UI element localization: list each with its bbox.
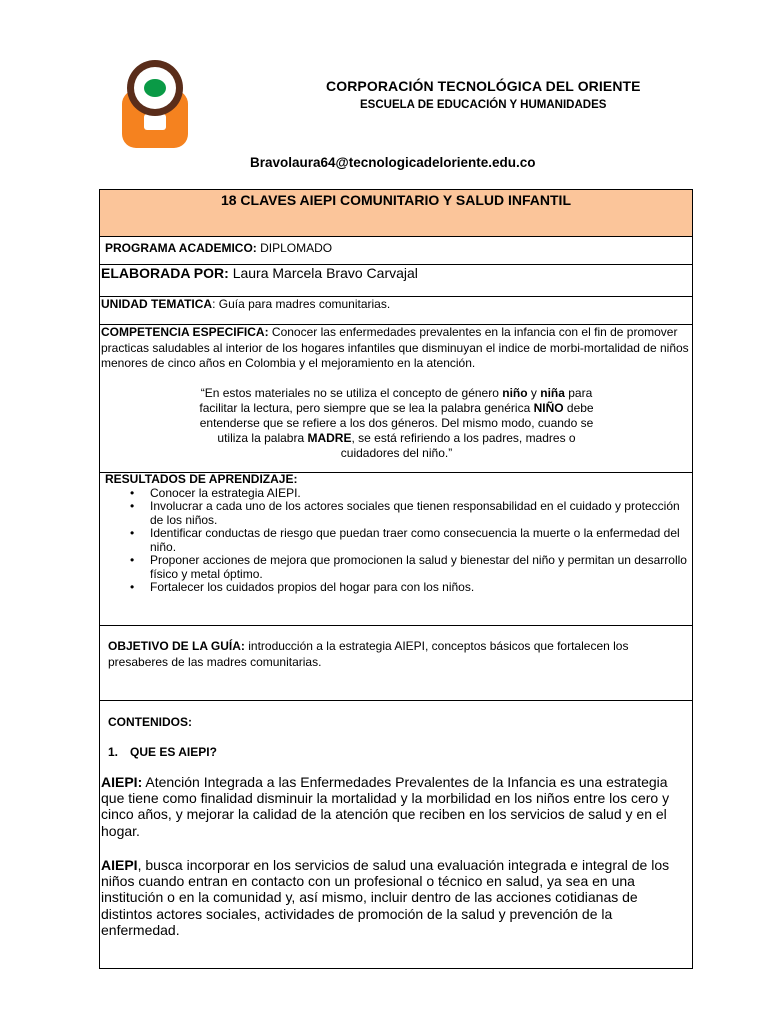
title-row [100, 190, 692, 236]
elaborada-row [100, 264, 692, 296]
institution-logo [116, 60, 194, 152]
list-item: • Involucrar a cada uno de los actores sociales que tienen responsabilidad en el cuidado y protección de los niños. [150, 500, 692, 527]
quote-bold: NIÑO [533, 400, 564, 415]
objetivo-value: introducción a la estrategia AIEPI, conceptos básicos que fortalecen los presaberes de las madres comunitarias. [108, 639, 629, 669]
paragraph-text: Atención Integrada a las Enfermedades Prevalentes de la Infancia es una estrategia que tiene como finalidad disminuir la mortalidad y la morbilidad en los niños entre los cero y cinco años, y mejorar la calidad de la atención que reciben en los servicios de salud y en el hogar. [101, 774, 670, 839]
paragraph-text: , busca incorporar en los servicios de salud una evaluación integrada e integral de los niños cuando entran en contacto con un profesional o técnico en salud, ya sea en una institución o en la comunidad y, así mismo, incluir dentro de las acciones cotidianas de distintos actores sociales, actividades de promoción de la salud y prevención de la enfermedad. [101, 857, 670, 938]
quote-text: debe entenderse que se refiere a los dos géneros. Del mismo modo, cuando se utiliza la palabra [199, 400, 594, 445]
resultados-row [100, 472, 692, 625]
unidad-value: : Guía para madres comunitarias. [212, 297, 391, 311]
logo-green-dot [144, 79, 166, 97]
quote-bold: niña [540, 385, 565, 400]
competencia-label: COMPETENCIA ESPECIFICA: [101, 325, 269, 339]
paragraph-lead: AIEPI: [101, 774, 143, 790]
quote-text: “En estos materiales no se utiliza el concepto de género [200, 385, 503, 400]
elaborada-value: Laura Marcela Bravo Carvajal [228, 265, 418, 281]
school-subtitle: ESCUELA DE EDUCACIÓN Y HUMANIDADES [360, 99, 607, 111]
institution-title: CORPORACIÓN TECNOLÓGICA DEL ORIENTE [326, 78, 641, 94]
contenidos-item [108, 745, 217, 759]
list-item: • Identificar conductas de riesgo que puedan traer como consecuencia la muerte o la enfermedad del niño. [150, 527, 692, 554]
programa-value: DIPLOMADO [256, 241, 333, 255]
aiepi-definition-paragraph [101, 774, 690, 839]
logo-notch [144, 114, 166, 130]
quote-text: , se está refiriendo a los padres, madres o cuidadores del niño.” [340, 430, 576, 460]
competencia-text [101, 325, 692, 372]
resultados-label: RESULTADOS DE APRENDIZAJE: [105, 472, 298, 486]
elaborada-label: ELABORADA POR: [101, 265, 229, 281]
objetivo-row [100, 625, 692, 700]
quote-bold: MADRE [307, 430, 352, 445]
list-item: • Conocer la estrategia AIEPI. [150, 487, 692, 501]
competencia-value: Conocer las enfermedades prevalentes en la infancia con el fin de promover practicas saludables al interior de los hogares infantiles que disminuyan el indice de morbi-mortalidad de niños menores de cinco años en Colombia y el mejoramiento en la atención. [101, 325, 689, 370]
programa-label: PROGRAMA ACADEMICO: [105, 241, 257, 255]
unidad-label: UNIDAD TEMATICA [101, 297, 213, 311]
quote-text: y [527, 385, 541, 400]
resultados-list [105, 487, 692, 595]
item-title: QUE ES AIEPI? [130, 745, 217, 759]
contact-email: Bravolaura64@tecnologicadeloriente.edu.co [250, 155, 536, 170]
unidad-row [100, 296, 692, 324]
paragraph-lead: AIEPI [101, 857, 138, 873]
list-item: • Fortalecer los cuidados propios del hogar para con los niños. [150, 581, 692, 595]
competencia-row [100, 324, 692, 472]
programa-row [100, 236, 692, 264]
objetivo-label: OBJETIVO DE LA GUÍA: [108, 639, 245, 653]
item-number: 1. [108, 745, 119, 759]
gender-note-quote [187, 386, 607, 461]
guide-title: 18 CLAVES AIEPI COMUNITARIO Y SALUD INFANTIL [220, 192, 572, 208]
quote-bold: niño [502, 385, 528, 400]
contenidos-label: CONTENIDOS: [108, 715, 192, 729]
quote-text: para facilitar la lectura, pero siempre que se lea la palabra genérica [199, 385, 593, 415]
contenidos-row [100, 700, 692, 968]
guide-table [99, 189, 693, 969]
list-item: • Proponer acciones de mejora que promocionen la salud y bienestar del niño y permitan un desarrollo físico y metal óptimo. [150, 554, 692, 581]
aiepi-purpose-paragraph [101, 857, 690, 938]
